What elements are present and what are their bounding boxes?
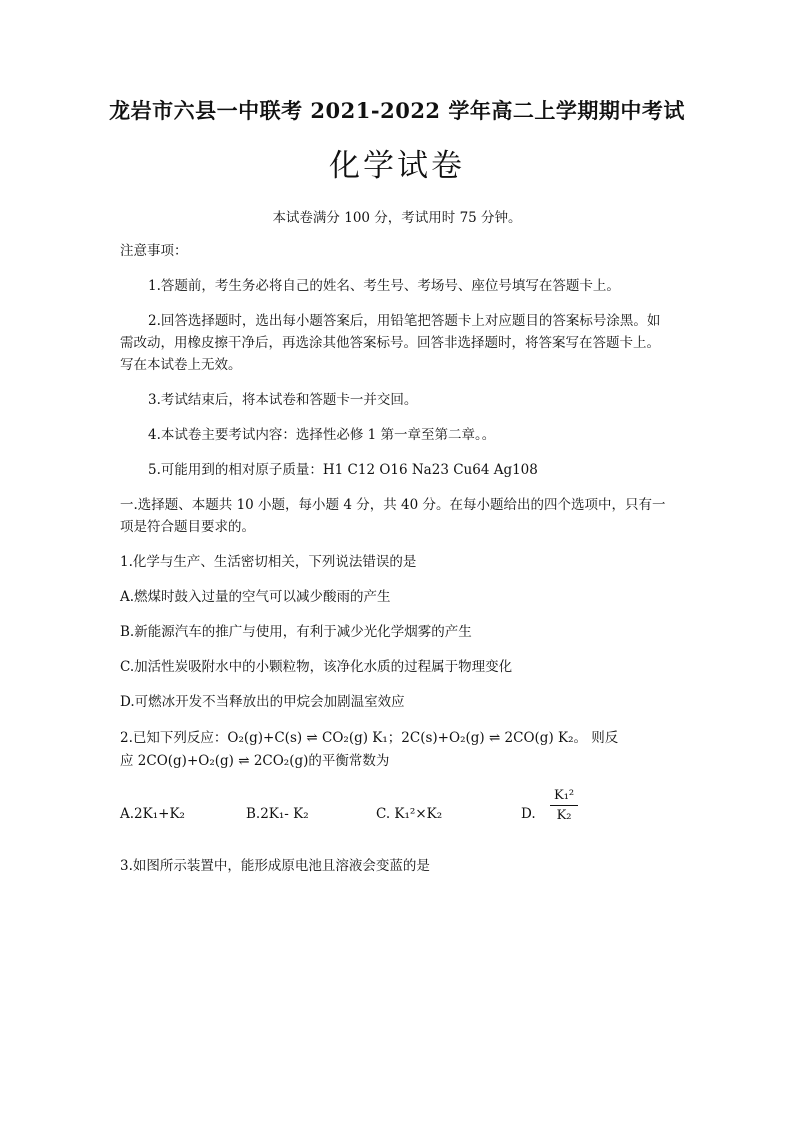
question-1-option-d: D.可燃冰开发不当释放出的甲烷会加剧温室效应 [120, 694, 405, 710]
note-item-3: 3.考试结束后，将本试卷和答题卡一并交回。 [148, 392, 418, 408]
question-2-line-2: 应 2CO(g)+O₂(g) ⇌ 2CO₂(g)的平衡常数为 [120, 753, 390, 769]
question-2-option-b: B.2K₁- K₂ [246, 806, 309, 822]
note-item-2-line-3: 写在本试卷上无效。 [120, 357, 242, 373]
section-1-line-2: 项是符合题目要求的。 [120, 519, 255, 535]
question-1-option-b: B.新能源汽车的推广与使用，有利于减少光化学烟雾的产生 [120, 624, 472, 640]
question-2-line-1: 2.已知下列反应：O₂(g)+C(s) ⇌ CO₂(g) K₁；2C(s)+O₂(g) ⇌ 2CO(g) K₂。 则反 [120, 730, 619, 746]
fraction-denominator: K₂ [556, 808, 572, 823]
note-item-2-line-1: 2.回答选择题时，选出每小题答案后，用铅笔把答题卡上对应题目的答案标号涂黑。如 [148, 313, 661, 329]
question-3-stem: 3.如图所示装置中，能形成原电池且溶液会变蓝的是 [120, 858, 430, 874]
note-item-2-line-2: 需改动，用橡皮擦干净后，再选涂其他答案标号。回答非选择题时，将答案写在答题卡上。 [120, 335, 660, 351]
exam-title: 龙岩市六县一中联考 2021-2022 学年高二上学期期中考试 [109, 98, 685, 123]
notes-heading: 注意事项： [120, 243, 188, 259]
question-1-option-a: A.燃煤时鼓入过量的空气可以减少酸雨的产生 [120, 589, 391, 605]
question-1-option-c: C.加活性炭吸附水中的小颗粒物，该净化水质的过程属于物理变化 [120, 659, 513, 675]
subject-title: 化学试卷 [329, 148, 465, 184]
question-2-option-c: C. K₁²×K₂ [376, 806, 443, 822]
note-item-4: 4.本试卷主要考试内容：选择性必修 1 第一章至第二章。。 [148, 427, 496, 443]
exam-info: 本试卷满分 100 分，考试用时 75 分钟。 [272, 210, 522, 226]
question-2-option-a: A.2K₁+K₂ [120, 806, 185, 822]
question-2-option-d-fraction [550, 788, 578, 823]
note-item-5: 5.可能用到的相对原子质量：H1 C12 O16 Na23 Cu64 Ag108 [148, 462, 538, 478]
fraction-numerator: K₁² [550, 788, 578, 806]
question-2-option-d-label: D. [521, 806, 536, 822]
note-item-1: 1.答题前，考生务必将自己的姓名、考生号、考场号、座位号填写在答题卡上。 [148, 278, 620, 294]
question-1-stem: 1.化学与生产、生活密切相关，下列说法错误的是 [120, 554, 417, 570]
section-1-line-1: 一.选择题、本题共 10 小题，每小题 4 分，共 40 分。在每小题给出的四个选项中，只有一 [120, 497, 666, 513]
